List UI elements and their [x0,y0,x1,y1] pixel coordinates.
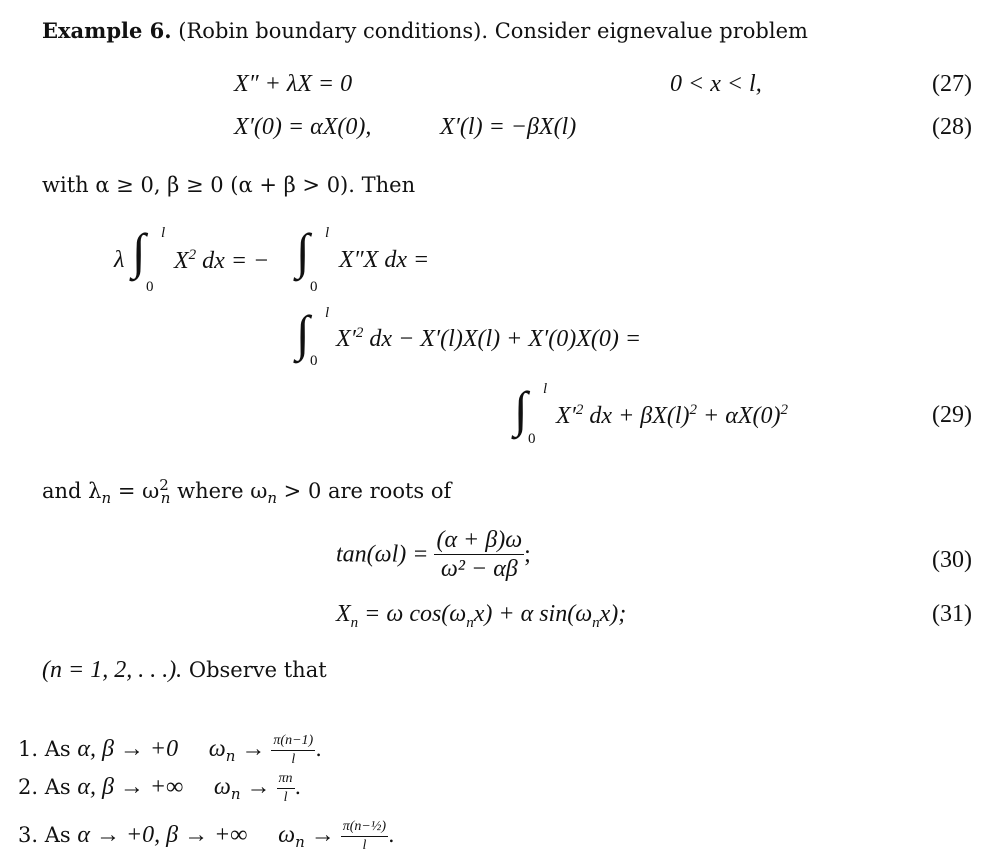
list-marker: 1. [18,737,39,761]
eq29-line1-term1: $X^2$ dx = − [174,247,270,274]
example-heading [42,20,808,42]
integral-1-upper: l [161,225,166,241]
list-marker: 2. [18,775,39,799]
equation-number-28: (28) [932,114,972,140]
integral-3-lower: 0 [310,353,318,369]
equation-number-31: (31) [932,601,972,627]
equation-number-30: (30) [932,547,972,573]
equation-27-condition: 0 < x < l, [670,71,762,97]
equation-30: tan(ωl) = $\frac{(\alpha + \beta)\omega}{\text{ω² − αβ}}$ ; [336,527,531,582]
eigenvalue-line: and $\lambda_n = \omega^2_n$ where $\omega_n > 0$ are roots of [42,476,452,508]
equation-number-29: (29) [932,402,972,428]
list-item: 1. As α, β → +0 $\omega_n$ → $\frac{\pi(n-1)}{l}$ . [18,733,322,767]
integral-2-upper: l [325,225,330,241]
list-marker: 3. [18,823,39,847]
eq30-lhs: tan(ωl) = [336,541,429,568]
integral-1-lower: 0 [146,279,154,295]
eq30-fraction: $\frac{(\alpha + \beta)\omega}{\text{ω² − αβ}}$ [436,527,523,582]
with-conditions-line: with α ≥ 0, β ≥ 0 (α + β > 0). Then [42,173,416,197]
eq29-lambda: λ [114,247,125,273]
list-item: 3. As α → +0, β → +∞ $\omega_n$ → $\frac{\text{π(n−½)}}{l}$ . [18,819,395,853]
integral-sign-3: ∫ [296,305,310,361]
list-item: 2. As α, β → +∞ $\omega_n$ → $\frac{\pi n}{l}$ . [18,771,302,805]
equation-number-27: (27) [932,71,972,97]
equation-27-lhs: X″ + λX = 0 [234,71,353,97]
eq29-line2: $X'^2$ dx − X′(l)X(l) + X′(0)X(0) = [336,325,642,352]
equation-31: $X_n = \omega$ $\cos(\omega_nx) + \alpha$ $\sin(\omega_nx)$; [336,601,627,631]
integral-4-lower: 0 [528,431,536,447]
equation-28-rhs: X′(l) = −βX(l) [440,114,577,140]
integral-3-upper: l [325,305,330,321]
equation-28-lhs: X′(0) = αX(0), [234,114,372,140]
integral-sign-2: ∫ [296,223,310,279]
integral-4-upper: l [543,381,548,397]
observe-line: (n = 1, 2, . . .). Observe that [42,657,327,683]
integral-sign-4: ∫ [514,381,528,437]
integral-sign-1: ∫ [132,223,146,279]
integral-2-lower: 0 [310,279,318,295]
eq29-line1-term2: X″X dx = [339,247,430,273]
eq29-line3: $X'^2$ dx + $\beta X(l)^2 + \alpha X(0)^2$ [556,402,788,429]
example-label: Example 6. [42,18,172,43]
example-description: (Robin boundary conditions). Consider eignevalue problem [178,19,808,43]
